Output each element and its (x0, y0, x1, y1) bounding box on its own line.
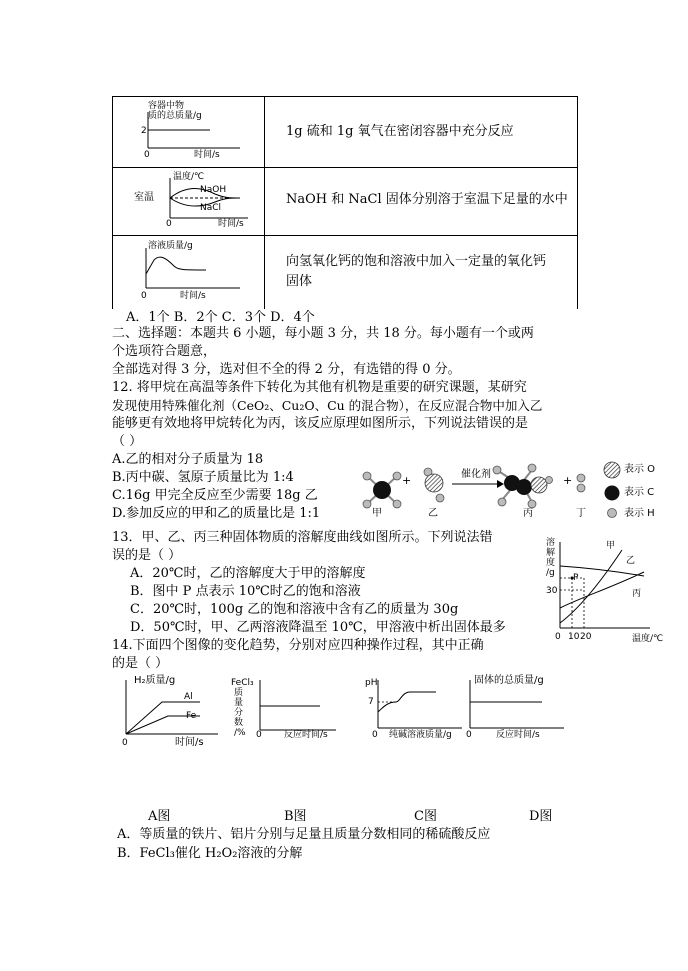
row1-description: 1g 硫和 1g 氧气在密闭容器中充分反应 (286, 124, 514, 139)
q12-option-a: A.乙的相对分子质量为 18 (112, 452, 264, 467)
q14-caption-b: B图 (284, 809, 307, 824)
q13-chart-svg (540, 538, 688, 643)
q13-xlabel: 温度/℃ (632, 634, 664, 644)
q14-graph-a (118, 676, 228, 746)
q12-label-ding: 丁 (576, 508, 586, 519)
q13-p-label: P (573, 573, 579, 583)
row2-origin: 0 (166, 219, 172, 229)
row3-description-line1: 向氢氧化钙的饱和溶液中加入一定量的氧化钙 (286, 254, 547, 269)
q12-stem-line2: 发现使用特殊催化剂（CeO₂、Cu₂O、Cu 的混合物），在反应混合物中加入乙 (112, 398, 543, 413)
q13-ytick-30: 30 (546, 586, 558, 596)
q14c-xlabel: 纯碱溶液质量/g (389, 730, 452, 740)
section2-title-line2: 个选项符合题意， (112, 344, 217, 359)
legend-c-icon (605, 486, 620, 501)
q12-legend-o: 表示 O (624, 464, 656, 475)
q12-plus-1: + (402, 474, 412, 487)
q14c-origin: 0 (372, 730, 378, 740)
q14b-xlabel: 反应时间/s (284, 730, 328, 740)
q12-option-d: D.参加反应的甲和乙的质量比是 1:1 (112, 506, 321, 521)
q13-xtick-10: 10 (568, 632, 580, 642)
molecule-ding (577, 474, 585, 492)
q14-graph-a-svg (118, 676, 228, 746)
q12-option-c: C.16g 甲完全反应至少需要 18g 乙 (112, 488, 318, 503)
q13-option-a: A．20℃时，乙的溶解度大于甲的溶解度 (130, 566, 366, 581)
table-divider-2 (113, 235, 577, 236)
q14b-ylabel-3: 量 (234, 698, 244, 708)
q14-caption-a: A图 (148, 809, 171, 824)
q12-legend-c: 表示 C (624, 487, 655, 498)
q13-option-d: D．50℃时，甲、乙两溶液降温至 10℃，甲溶液中析出固体最多 (130, 620, 506, 635)
q14-caption-c: C图 (414, 809, 437, 824)
q14a-origin: 0 (122, 738, 128, 748)
q12-stem-line4: （ ） (112, 434, 143, 449)
q12-label-bing: 丙 (523, 508, 533, 519)
q12-label-yi: 乙 (428, 508, 438, 519)
q14-option-b: B．FeCl₃催化 H₂O₂溶液的分解 (117, 846, 303, 861)
q14b-ylabel-1: FeCl₃ (231, 678, 254, 688)
row3-xlabel: 时间/s (180, 291, 206, 301)
q12-plus-2: + (563, 474, 573, 487)
q13-solubility-chart (540, 538, 688, 643)
q13-option-c: C．20℃时，100g 乙的饱和溶液中含有乙的质量为 30g (130, 602, 459, 617)
q14a-ylabel: H₂质量/g (134, 675, 176, 686)
table-divider-1 (113, 167, 577, 168)
q14a-xlabel: 时间/s (175, 737, 204, 748)
q14b-ylabel-5: 数 (234, 718, 244, 728)
reaction-arrowhead (497, 480, 504, 488)
q12-catalyst-label: 催化剂 (461, 469, 491, 480)
q12-label-jia: 甲 (372, 508, 382, 519)
q12-option-b: B.丙中碳、氢原子质量比为 1:4 (112, 470, 294, 485)
q13-series-bing: 丙 (632, 589, 642, 599)
row2-curve2-label: NaCl (200, 203, 222, 213)
row3-ylabel: 溶液质量/g (148, 241, 193, 251)
q14d-ylabel: 固体的总质量/g (474, 675, 544, 686)
row1-ylabel-2: 质的总质量/g (148, 111, 202, 121)
q12-stem-line3: 能够更有效地将甲烷转化为丙，该反应原理如图所示，下列说法错误的是 (112, 416, 529, 431)
molecule-bing (493, 464, 553, 508)
q13-series-yi: 乙 (626, 556, 636, 566)
q12-diagram-svg (352, 458, 662, 520)
molecule-jia (363, 472, 401, 508)
row3-origin: 0 (141, 291, 147, 301)
row3-description-line2: 固体 (286, 274, 313, 289)
row2-ylabel: 温度/℃ (173, 172, 205, 182)
q14d-origin: 0 (466, 730, 472, 740)
q14-caption-d: D图 (529, 809, 553, 824)
molecule-yi (424, 468, 444, 502)
q14-option-a: A．等质量的铁片、铝片分别与足量且质量分数相同的稀硫酸反应 (117, 827, 491, 842)
q13-ylabel-4: /g (546, 568, 555, 578)
q13-ylabel-2: 解 (546, 548, 556, 558)
row1-xlabel: 时间/s (194, 150, 220, 160)
q13-series-jia: 甲 (606, 541, 616, 551)
q14c-ylabel: pH (365, 678, 378, 688)
q13-stem-line2: 误的是（ ） (112, 548, 182, 563)
q11-options: A．1个 B．2个 C．3个 D．4个 (126, 310, 315, 325)
q13-xtick-20: 20 (580, 632, 592, 642)
q14b-ylabel-6: /% (234, 728, 246, 738)
q14d-xlabel: 反应时间/s (496, 730, 540, 740)
q13-xtick-0: 0 (555, 632, 561, 642)
q14a-line1: Al (184, 692, 193, 702)
row2-curve1-label: NaOH (200, 185, 227, 195)
legend-o-icon (604, 462, 620, 478)
q14b-origin: 0 (256, 730, 262, 740)
q13-option-b: B．图中 P 点表示 10℃时乙的饱和溶液 (130, 584, 361, 599)
q14a-line2: Fe (186, 711, 197, 721)
q12-stem-line1: 12. 将甲烷在高温等条件下转化为其他有机物是重要的研究课题，某研究 (112, 380, 527, 395)
legend-h-icon (608, 509, 617, 518)
q13-stem-line1: 13．甲、乙、丙三种固体物质的溶解度曲线如图所示。下列说法错 (112, 530, 493, 545)
q14-stem-line1: 14.下面四个图像的变化趋势，分别对应四种操作过程，其中正确 (112, 638, 484, 653)
q14c-ytick: 7 (368, 697, 374, 707)
row1-origin: 0 (144, 150, 150, 160)
section2-title: 二、选择题：本题共 6 小题，每小题 3 分，共 18 分。每小题有一个或两 (112, 326, 534, 341)
q14-stem-line2: 的是（ ） (112, 656, 169, 671)
q13-ylabel-3: 度 (546, 558, 556, 568)
q12-molecule-diagram (352, 458, 662, 520)
table-divider-vertical (264, 97, 265, 309)
q14b-ylabel-4: 分 (234, 708, 244, 718)
section2-scoring: 全部选对得 3 分，选对但不全的得 2 分，有选错的得 0 分。 (112, 362, 461, 377)
q12-legend-h: 表示 H (624, 508, 655, 519)
row3-data-curve (146, 257, 206, 274)
q13-curve-jia (560, 550, 622, 623)
row1-ylabel-1: 容器中物 (148, 101, 185, 111)
row2-description: NaOH 和 NaCl 固体分别溶于室温下足量的水中 (286, 192, 568, 207)
q14b-ylabel-2: 质 (234, 688, 244, 698)
row1-ytick: 2 (141, 126, 147, 136)
row2-room-label: 室温 (134, 192, 154, 203)
row2-xlabel: 时间/s (218, 219, 244, 229)
q13-ylabel-1: 溶 (546, 538, 556, 548)
